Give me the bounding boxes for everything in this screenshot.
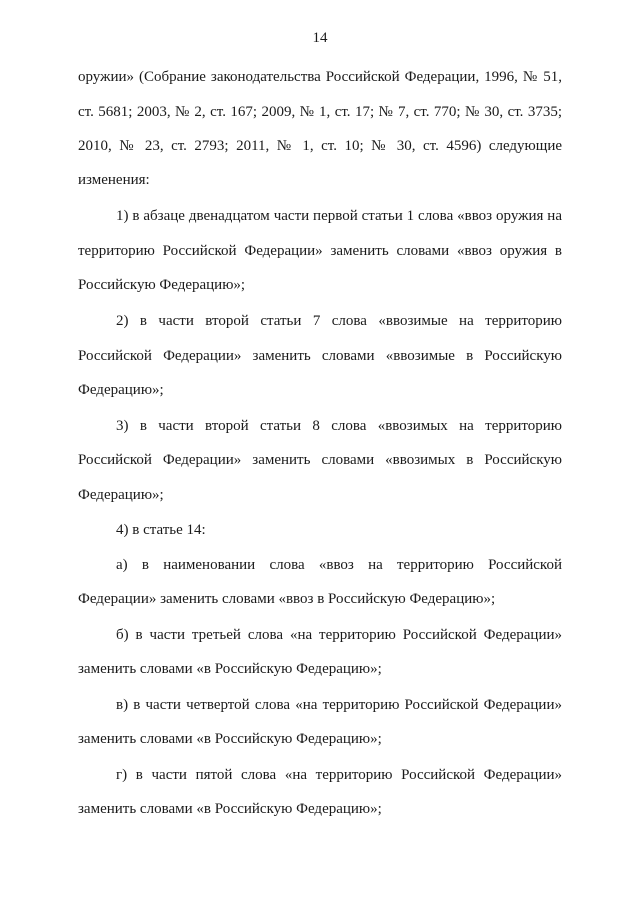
text-line: б) в части третьей слова «на территорию Российской Федерации» <box>116 627 562 643</box>
text-line: 4) в статье 14: <box>116 522 206 538</box>
text-line: Федерации» заменить словами «ввоз в Российскую Федерацию»; <box>78 591 496 607</box>
text-line: 2) в части второй статьи 7 слова «ввозимые на территорию <box>116 313 562 329</box>
text-line: территорию Российской Федерации» заменить словами «ввоз оружия в <box>78 243 562 259</box>
text-line: 3) в части второй статьи 8 слова «ввозимых на территорию <box>116 418 562 434</box>
text-line: оружии» (Собрание законодательства Российской Федерации, 1996, № 51, <box>78 69 562 85</box>
text-line: заменить словами «в Российскую Федерацию»; <box>78 731 382 747</box>
text-line: 1) в абзаце двенадцатом части первой статьи 1 слова «ввоз оружия на <box>116 208 562 224</box>
text-line: а) в наименовании слова «ввоз на территорию Российской <box>116 557 562 573</box>
text-line: изменения: <box>78 172 150 188</box>
text-line: заменить словами «в Российскую Федерацию»; <box>78 661 382 677</box>
text-line: Федерацию»; <box>78 382 164 398</box>
text-line: в) в части четвертой слова «на территорию Российской Федерации» <box>116 697 562 713</box>
text-line: Федерацию»; <box>78 487 164 503</box>
text-line: Российской Федерации» заменить словами «ввозимые в Российскую <box>78 348 562 364</box>
page-number: 14 <box>312 30 328 46</box>
text-line: 2010, № 23, ст. 2793; 2011, № 1, ст. 10; № 30, ст. 4596) следующие <box>78 138 562 154</box>
text-line: ст. 5681; 2003, № 2, ст. 167; 2009, № 1, ст. 17; № 7, ст. 770; № 30, ст. 3735; <box>78 104 562 120</box>
text-line: Российской Федерации» заменить словами «ввозимых в Российскую <box>78 452 562 468</box>
text-line: г) в части пятой слова «на территорию Российской Федерации» <box>116 767 562 783</box>
text-line: Российскую Федерацию»; <box>78 277 246 293</box>
text-line: заменить словами «в Российскую Федерацию»; <box>78 801 382 817</box>
